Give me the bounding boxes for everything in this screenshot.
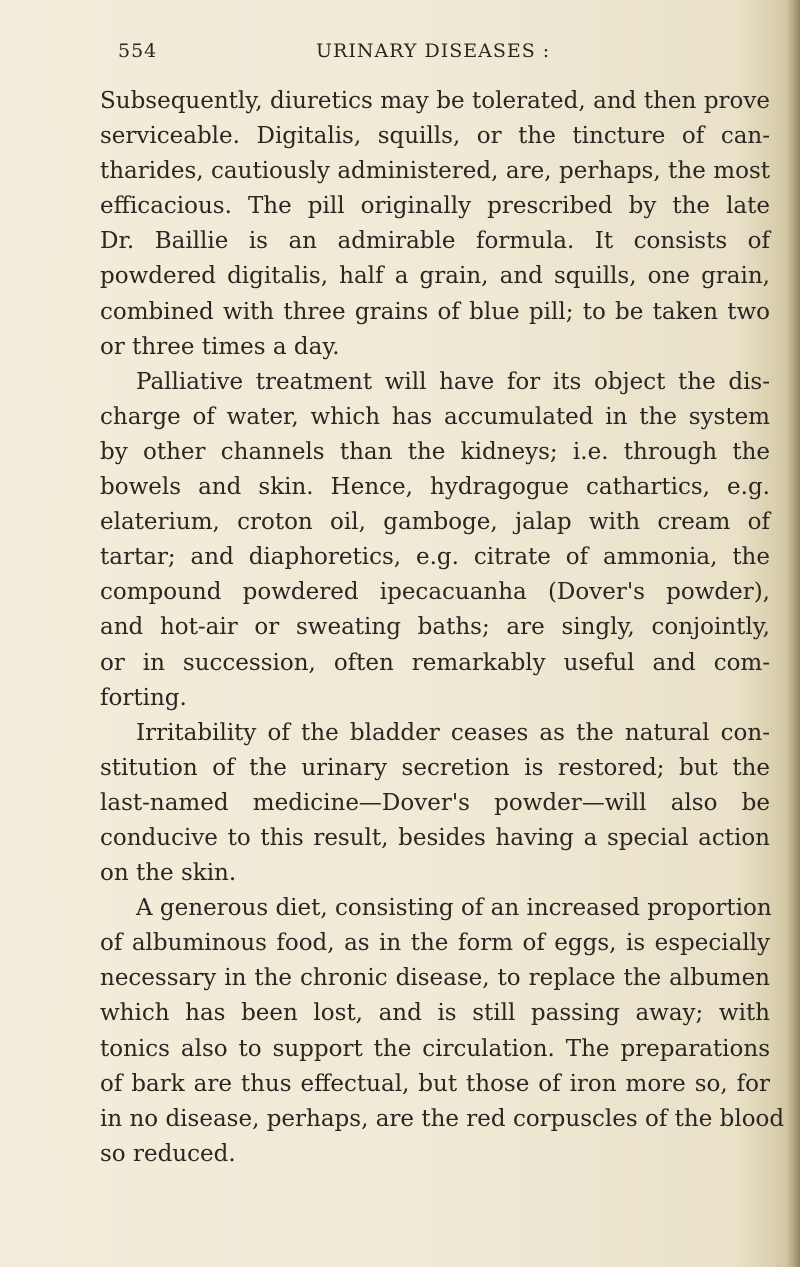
text-line: charge of water, which has accumulated in the system <box>100 403 770 430</box>
text-line: which has been lost, and is still passing away; with <box>100 1000 770 1027</box>
text-line: tharides, cautiously administered, are, perhaps, the most <box>100 158 770 185</box>
page-header <box>118 40 658 70</box>
text-line: of bark are thus effectual, but those of iron more so, for <box>100 1070 770 1097</box>
text-line: serviceable. Digitalis, squills, or the tincture of can- <box>100 123 770 150</box>
text-line: in no disease, perhaps, are the red corpuscles of the blood <box>100 1105 785 1132</box>
text-line: or in succession, often remarkably useful and com- <box>100 649 770 676</box>
text-line: elaterium, croton oil, gamboge, jalap with cream of <box>100 509 770 536</box>
text-line: tartar; and diaphoretics, e.g. citrate of ammonia, the <box>100 544 770 571</box>
text-line: Palliative treatment will have for its object the dis- <box>136 368 770 395</box>
text-line: bowels and skin. Hence, hydragogue cathartics, e.g. <box>100 474 770 501</box>
text-line: by other channels than the kidneys; i.e. through the <box>100 438 770 465</box>
text-line: tonics also to support the circulation. The preparations <box>100 1035 770 1062</box>
text-line: A generous diet, consisting of an increased proportion <box>136 895 772 922</box>
body-text <box>100 84 785 1172</box>
text-line: on the skin. <box>100 860 237 887</box>
text-line: forting. <box>100 684 187 711</box>
text-line: necessary in the chronic disease, to replace the albumen <box>100 965 770 992</box>
text-line: Irritability of the bladder ceases as the natural con- <box>136 719 770 746</box>
text-line: Subsequently, diuretics may be tolerated, and then prove <box>100 88 770 114</box>
text-line: or three times a day. <box>100 333 340 360</box>
text-line: compound powdered ipecacuanha (Dover's powder), <box>100 579 770 606</box>
text-line: Dr. Baillie is an admirable formula. It consists of <box>100 228 770 255</box>
page-gutter-shadow <box>786 0 800 1267</box>
text-line: last-named medicine—Dover's powder—will also be <box>100 789 770 816</box>
text-line: so reduced. <box>100 1140 236 1167</box>
text-line: and hot-air or sweating baths; are singly, conjointly, <box>100 614 770 641</box>
text-line: of albuminous food, as in the form of eggs, is especially <box>100 930 770 957</box>
text-line: combined with three grains of blue pill; to be taken two <box>100 298 770 325</box>
text-line: efficacious. The pill originally prescribed by the late <box>100 193 770 220</box>
running-head: URINARY DISEASES : <box>316 40 551 62</box>
text-line: conducive to this result, besides having a special action <box>100 824 770 851</box>
text-line: stitution of the urinary secretion is restored; but the <box>100 754 770 781</box>
page-number: 554 <box>118 40 158 62</box>
text-line: powdered digitalis, half a grain, and squills, one grain, <box>100 263 770 290</box>
